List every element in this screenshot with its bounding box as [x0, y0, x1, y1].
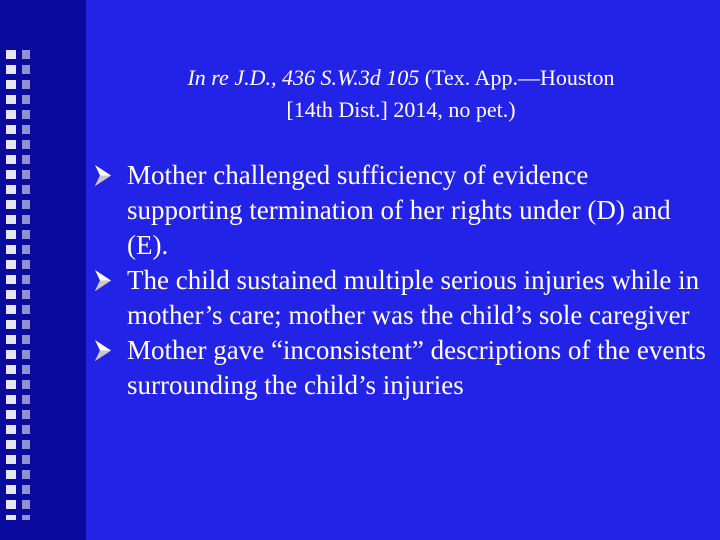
court-citation-line-2: [14th Dist.] 2014, no pet.) — [286, 97, 516, 122]
bullet-list — [92, 158, 707, 403]
bullet-item — [92, 333, 707, 403]
left-decorative-band — [0, 0, 86, 540]
bullet-text: The child sustained multiple serious injuries while in mother’s care; mother was the child’s sole caregiver — [127, 265, 700, 330]
bullet-item — [92, 158, 707, 263]
bullet-text: Mother gave “inconsistent” descriptions of the events surrounding the child’s injuries — [127, 335, 706, 400]
decorative-squares-column-faint — [22, 50, 30, 520]
case-citation: In re J.D., 436 S.W.3d 105 — [187, 65, 420, 90]
arrow-right-icon — [92, 160, 116, 191]
court-citation-line-1: (Tex. App.—Houston — [424, 65, 615, 90]
bullet-text: Mother challenged sufficiency of evidence supporting termination of her rights under (D) and (E). — [127, 160, 671, 260]
decorative-squares-column — [6, 50, 16, 520]
arrow-right-icon — [92, 265, 116, 296]
bullet-item — [92, 263, 707, 333]
arrow-right-icon — [92, 335, 116, 366]
slide-title — [96, 62, 706, 126]
